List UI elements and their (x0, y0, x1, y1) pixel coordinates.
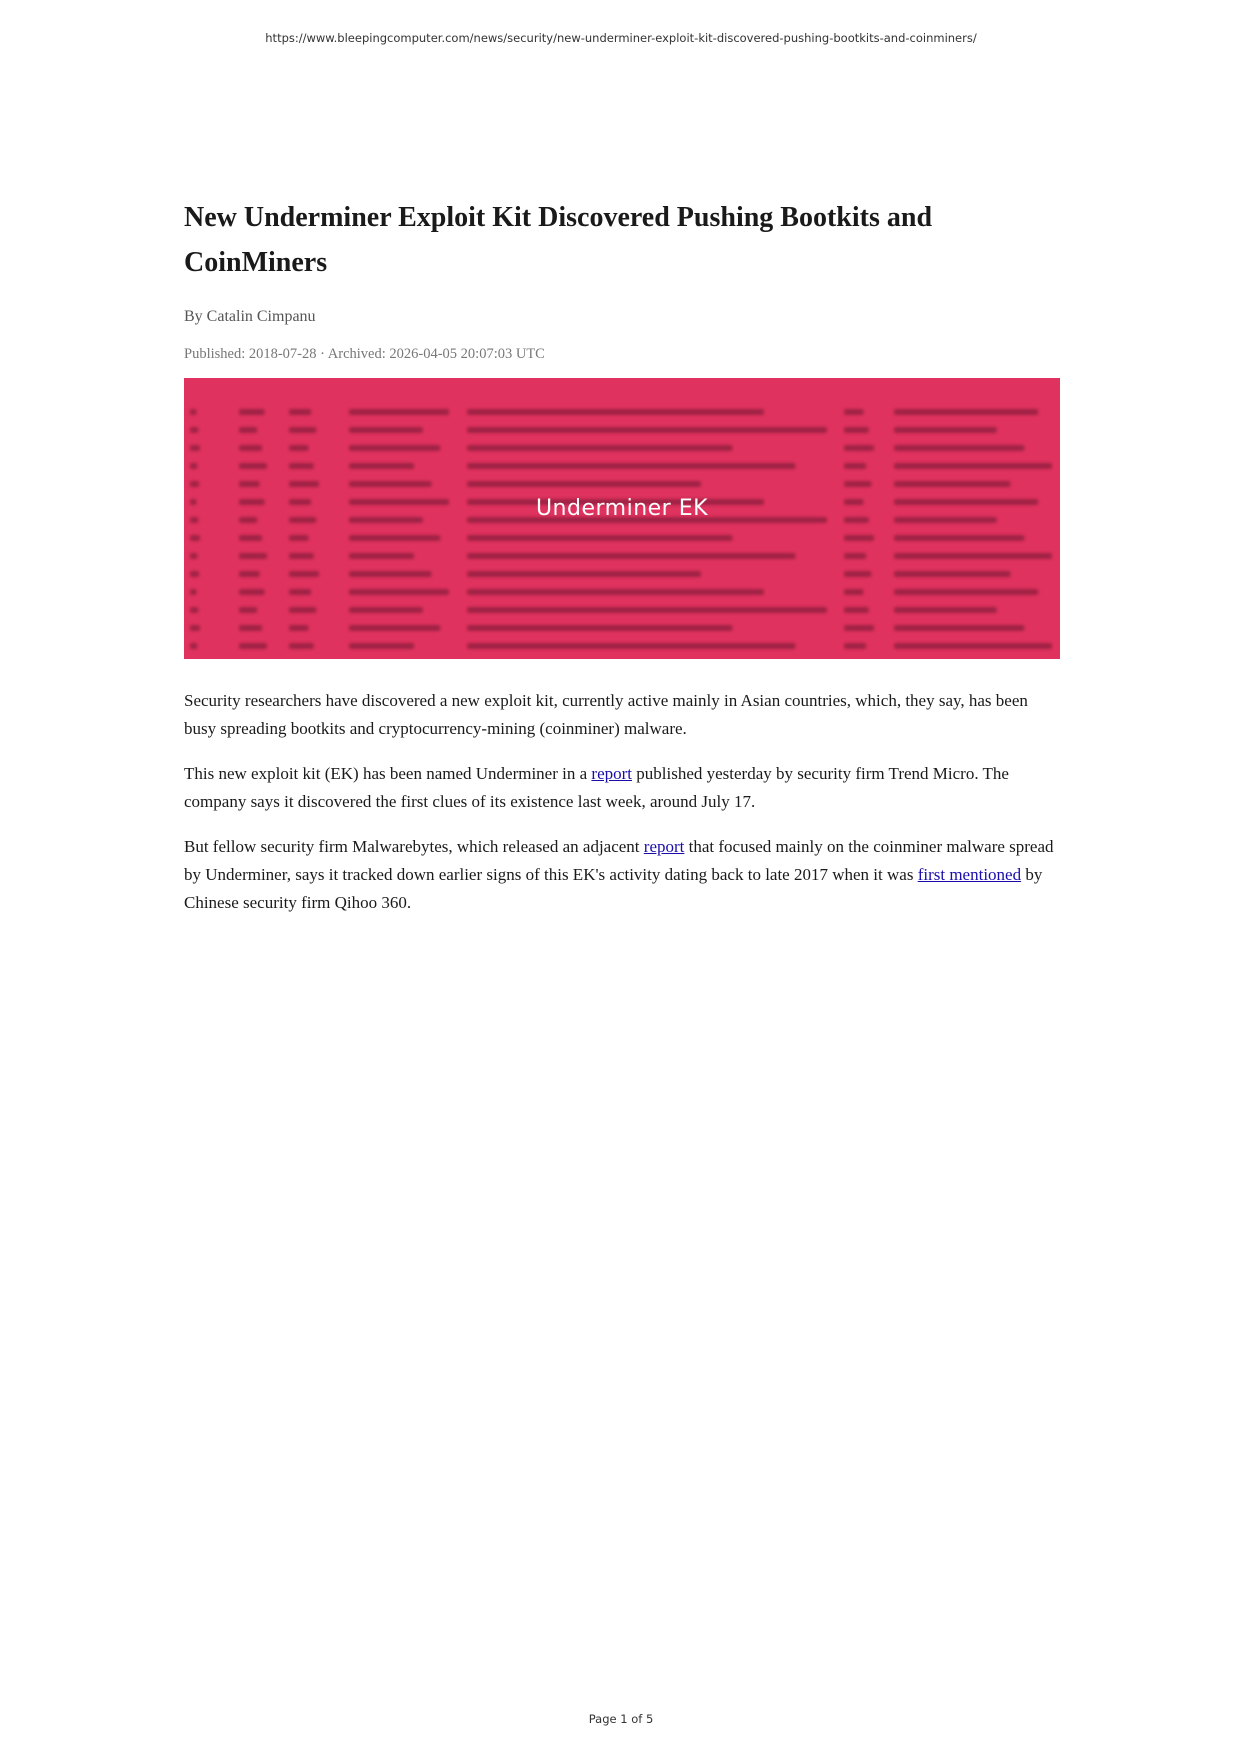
blurred-cell (239, 625, 262, 631)
blurred-cell (289, 607, 316, 613)
blurred-cell (349, 481, 432, 487)
blurred-cell (239, 535, 262, 541)
blurred-cell (289, 643, 314, 649)
blurred-cell (844, 481, 871, 487)
page-url: https://www.bleepingcomputer.com/news/security/new-underminer-exploit-kit-discovered-pushing-bootkits-and-coinminers/ (265, 31, 977, 45)
paragraph-1: Security researchers have discovered a new exploit kit, currently active mainly in Asian countries, which, they say, has been busy spreading bootkits and cryptocurrency-mining (coinminer) malware. (184, 691, 1028, 738)
blurred-cell (844, 625, 874, 631)
blurred-cell (894, 463, 1052, 469)
page-number: Page 1 of 5 (588, 1712, 654, 1726)
blurred-cell (844, 553, 866, 559)
blurred-cell (190, 463, 197, 469)
blurred-cell (844, 463, 866, 469)
blurred-cell (239, 553, 267, 559)
blurred-cell (467, 607, 827, 613)
blurred-cell (190, 535, 200, 541)
hero-image (184, 378, 1060, 659)
blurred-cell (239, 481, 260, 487)
blurred-cell (289, 427, 316, 433)
blurred-cell (239, 607, 257, 613)
blurred-cell (349, 463, 414, 469)
blurred-cell (894, 427, 997, 433)
blurred-cell (190, 643, 197, 649)
blurred-cell (289, 409, 311, 415)
blurred-cell (467, 589, 764, 595)
first-mentioned-link[interactable]: first mentioned (917, 865, 1022, 884)
blurred-cell (467, 427, 827, 433)
blurred-cell (349, 553, 414, 559)
blurred-cell (289, 625, 309, 631)
blurred-cell (894, 643, 1052, 649)
blurred-cell (467, 643, 796, 649)
blurred-cell (894, 607, 997, 613)
blurred-cell (467, 571, 701, 577)
blurred-cell (190, 445, 200, 451)
blurred-cell (289, 589, 311, 595)
blurred-cell (190, 427, 198, 433)
blurred-cell (894, 571, 1011, 577)
blurred-cell (190, 589, 197, 595)
hero-caption: Underminer EK (535, 496, 709, 521)
trend-micro-report-link[interactable]: report (591, 764, 633, 783)
blurred-cell (289, 553, 314, 559)
blurred-cell (349, 589, 449, 595)
blurred-cell (844, 571, 871, 577)
blurred-cell (239, 427, 257, 433)
blurred-cell (239, 643, 267, 649)
blurred-cell (239, 445, 262, 451)
blurred-cell (349, 535, 440, 541)
blurred-cell (239, 589, 265, 595)
blurred-cell (844, 535, 874, 541)
blurred-cell (349, 607, 423, 613)
blurred-cell (190, 625, 200, 631)
blurred-cell (467, 625, 733, 631)
blurred-cell (190, 571, 199, 577)
blurred-cell (894, 553, 1052, 559)
byline: By Catalin Cimpanu (184, 308, 316, 325)
blurred-cell (844, 427, 869, 433)
blurred-cell (844, 607, 869, 613)
blurred-cell (349, 643, 414, 649)
blurred-cell (349, 571, 432, 577)
blurred-cell (289, 535, 309, 541)
blurred-cell (349, 427, 423, 433)
blurred-cell (844, 589, 864, 595)
blurred-cell (349, 445, 440, 451)
malwarebytes-report-link[interactable]: report (643, 837, 685, 856)
blurred-cell (289, 463, 314, 469)
blurred-cell (190, 481, 199, 487)
blurred-cell (467, 409, 764, 415)
blurred-cell (467, 445, 733, 451)
blurred-cell (239, 571, 260, 577)
paragraph-2: This new exploit kit (EK) has been named Underminer in a report published yesterday by security firm Trend Micro. The company says it discovered the first clues of its existence last week, around July 17. (184, 764, 1009, 811)
blurred-cell (190, 607, 198, 613)
paragraph-3: But fellow security firm Malwarebytes, which released an adjacent report that focused mainly on the coinminer malware spread by Underminer, says it tracked down earlier signs of this EK's activity dating back to late 2017 when it was first mentioned by Chinese security firm Qihoo 360. (184, 837, 1054, 912)
blurred-cell (289, 481, 319, 487)
blurred-cell (894, 535, 1024, 541)
blurred-cell (894, 409, 1038, 415)
blurred-cell (239, 463, 267, 469)
blurred-cell (190, 409, 197, 415)
blurred-cell (844, 445, 874, 451)
blurred-cell (467, 481, 701, 487)
publish-meta: Published: 2018-07-28 · Archived: 2026-04-05 20:07:03 UTC (184, 346, 545, 362)
blurred-cell (467, 535, 733, 541)
blurred-cell (289, 571, 319, 577)
blurred-cell (894, 589, 1038, 595)
article (184, 195, 1060, 934)
article-title: New Underminer Exploit Kit Discovered Pushing Bootkits and CoinMiners (184, 202, 933, 278)
blurred-cell (239, 409, 265, 415)
blurred-cell (894, 481, 1011, 487)
blurred-cell (894, 445, 1024, 451)
blurred-cell (467, 553, 796, 559)
blurred-cell (349, 409, 449, 415)
blurred-cell (190, 553, 197, 559)
blurred-cell (844, 643, 866, 649)
blurred-cell (894, 625, 1024, 631)
article-body (184, 687, 1060, 917)
blurred-cell (349, 625, 440, 631)
blurred-cell (467, 463, 796, 469)
blurred-cell (844, 409, 864, 415)
blurred-cell (289, 445, 309, 451)
